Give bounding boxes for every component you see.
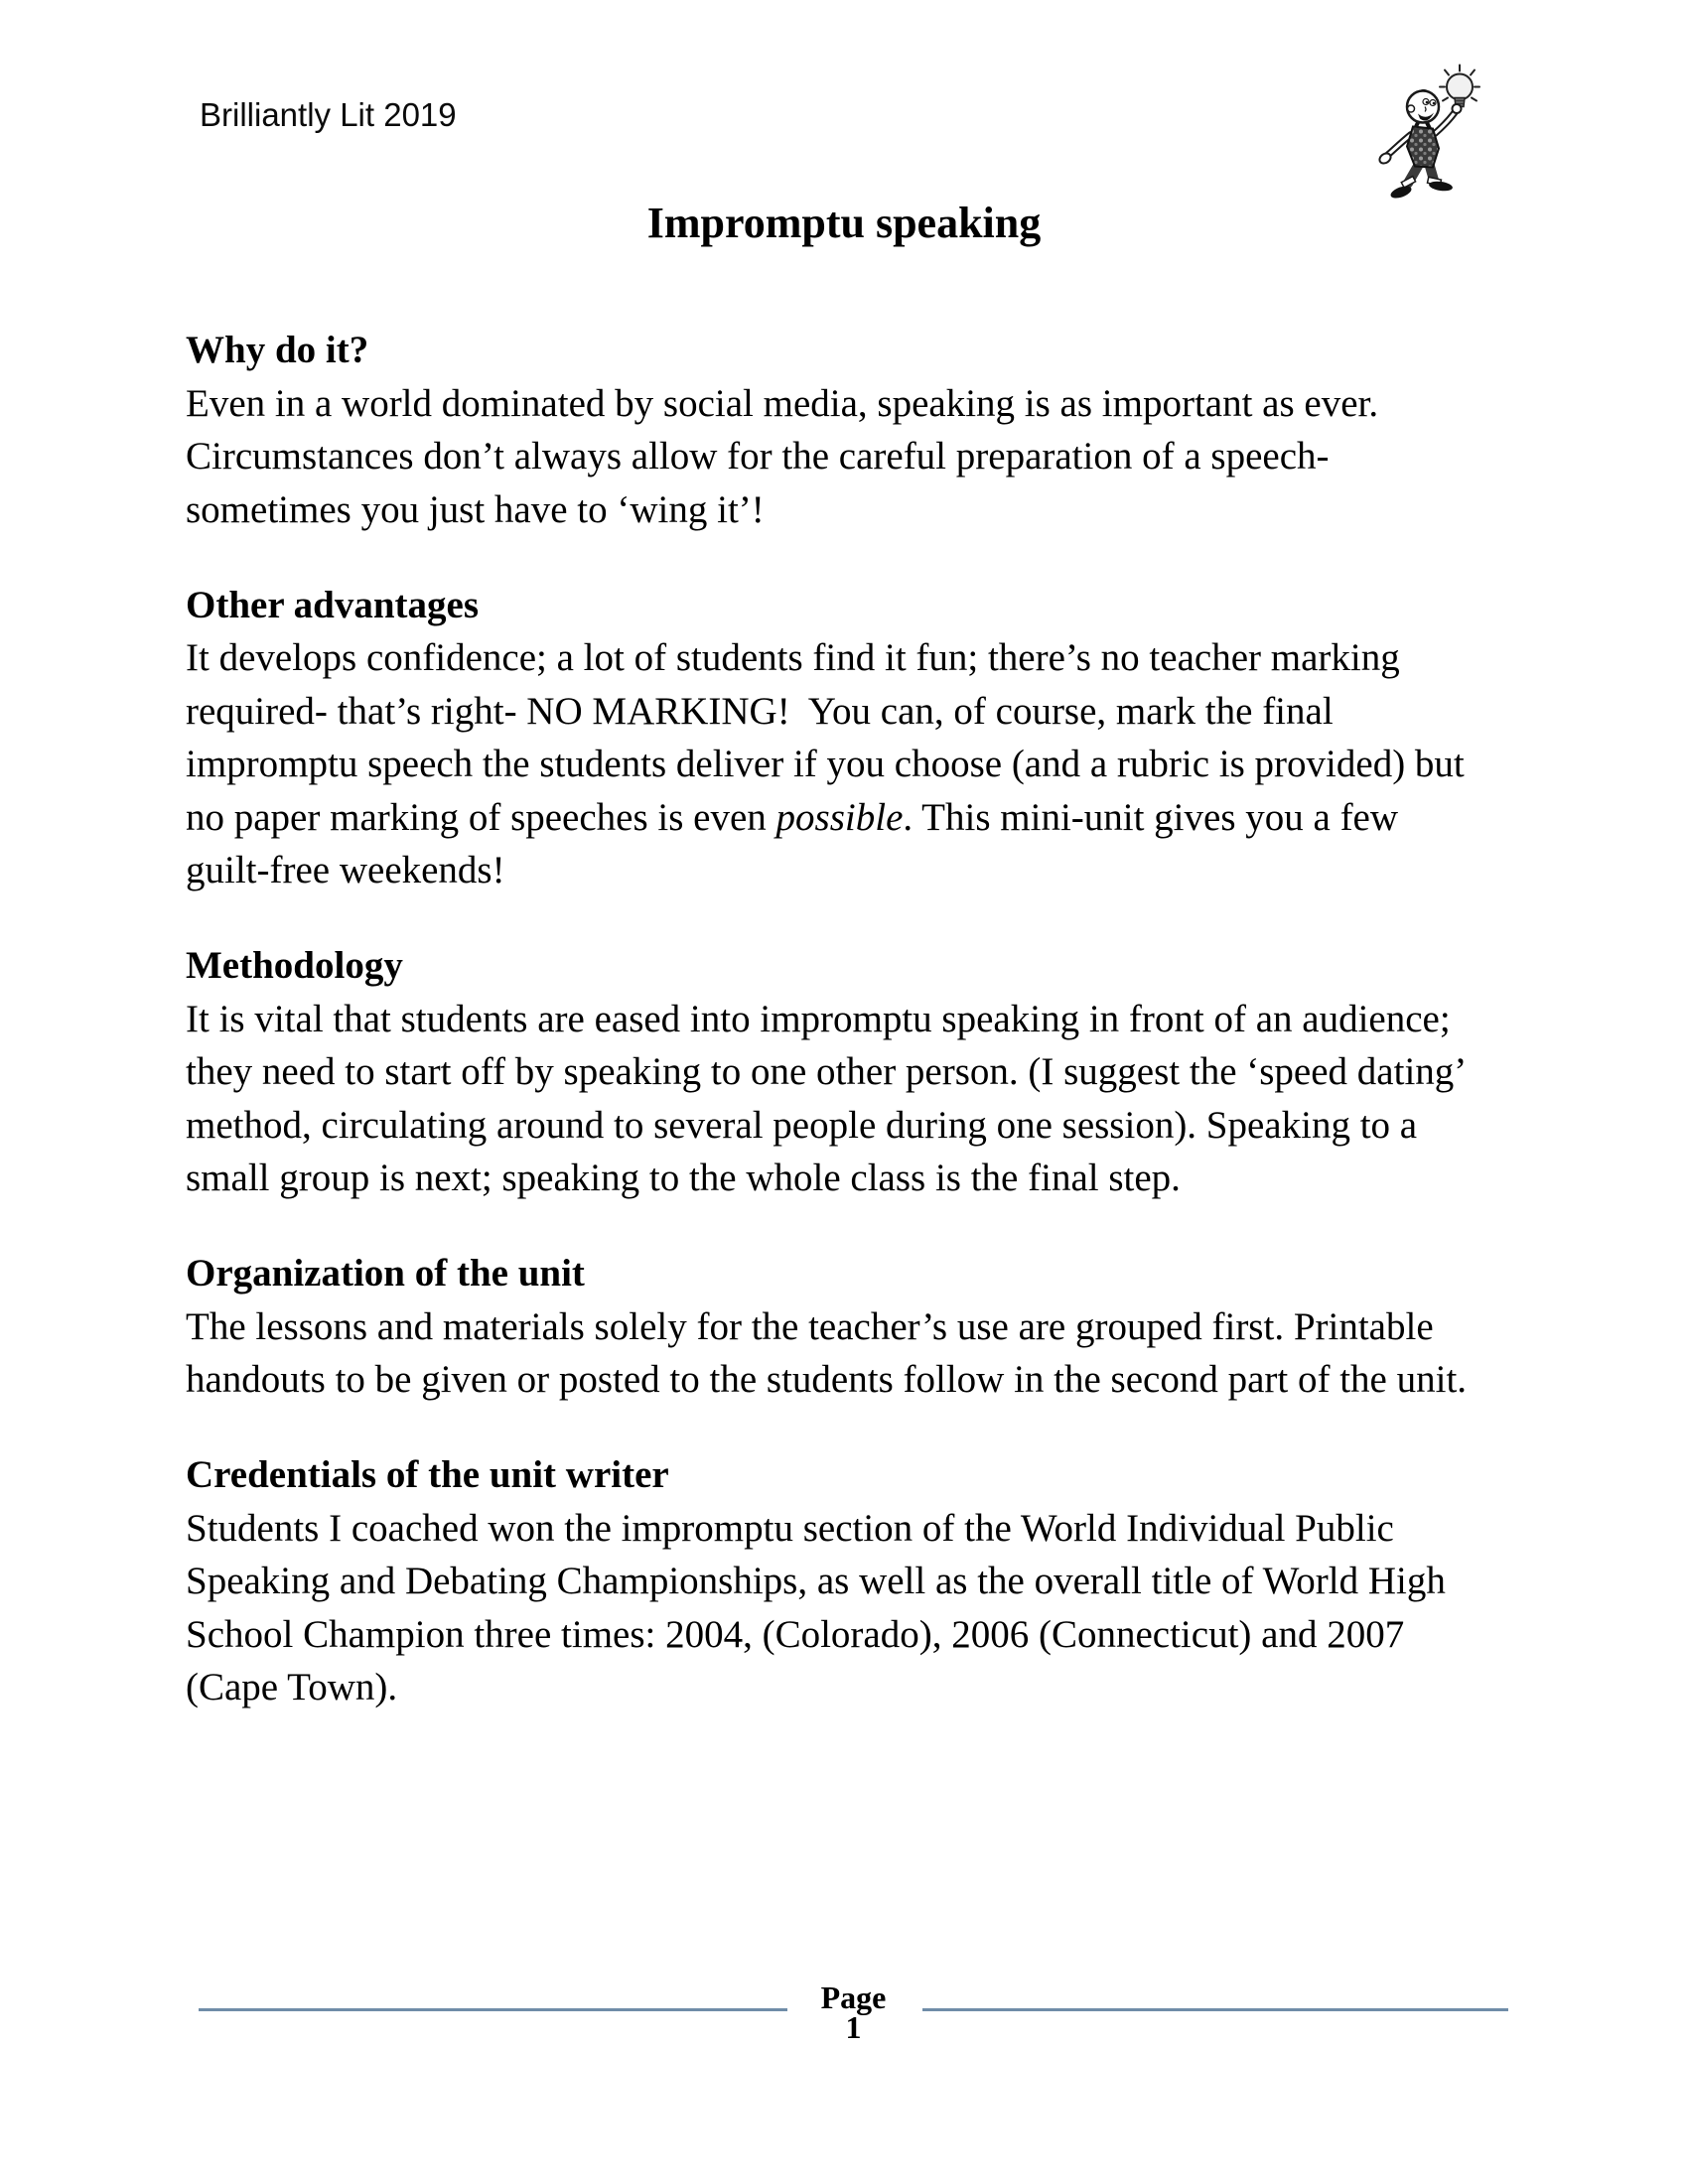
lightbulb-icon — [1440, 66, 1479, 107]
lightbulb-person-clipart — [1373, 55, 1497, 208]
italic-emphasis: possible — [775, 795, 904, 839]
section-heading: Methodology — [186, 944, 403, 987]
section-body: The lessons and materials solely for the teacher’s use are grouped first. Printable handouts to be given or posted to the students follow in the second part of the unit. — [186, 1304, 1468, 1401]
section-credentials-of-the-unit-writer — [186, 1448, 1536, 1714]
section-body: It is vital that students are eased into impromptu speaking in front of an audience; they need to start off by speaking to one other person. (I suggest the ‘speed dating’ method, circulating around to several people during one session). Speaking to a small group is next; speaking to the whole class is the final step. — [186, 997, 1468, 1199]
section-heading: Why do it? — [186, 329, 369, 371]
section-heading: Credentials of the unit writer — [186, 1453, 669, 1496]
section-other-advantages — [186, 579, 1536, 897]
body-text-after-emphasis: . This mini-unit gives you a few guilt-free weekends! — [186, 795, 1399, 891]
section-body: Even in a world dominated by social media, speaking is as important as ever. Circumstances don’t always allow for the careful preparation of a speech- sometimes you just have to ‘wing it’! — [186, 381, 1379, 531]
page-title: Impromptu speaking — [646, 199, 1042, 247]
footer-page-number: 1 — [845, 2009, 862, 2045]
section-heading: Organization of the unit — [186, 1252, 585, 1295]
section-heading: Other advantages — [186, 583, 480, 626]
section-body — [186, 631, 1536, 897]
document-body — [186, 324, 1536, 1714]
footer-page-label: Page — [820, 1979, 887, 2015]
section-methodology — [186, 939, 1536, 1205]
body-text-before-emphasis: It develops confidence; a lot of students find it fun; there’s no teacher marking required- that’s right- NO MARKING! You can, of course, mark the final impromptu speech the students deliver if you choose (and a rubric is provided) but no paper marking of speeches is even — [186, 636, 1465, 839]
section-body: Students I coached won the impromptu section of the World Individual Public Speaking and Debating Championships, as well as the overall title of World High School Champion three times: 2004, (Colorado), 2006 (Connecticut) and 2007 (Cape Town). — [186, 1506, 1446, 1708]
person-figure — [1378, 89, 1462, 201]
section-organization-of-the-unit — [186, 1247, 1536, 1407]
section-why-do-it — [186, 324, 1536, 536]
header-watermark: Brilliantly Lit 2019 — [200, 96, 457, 133]
